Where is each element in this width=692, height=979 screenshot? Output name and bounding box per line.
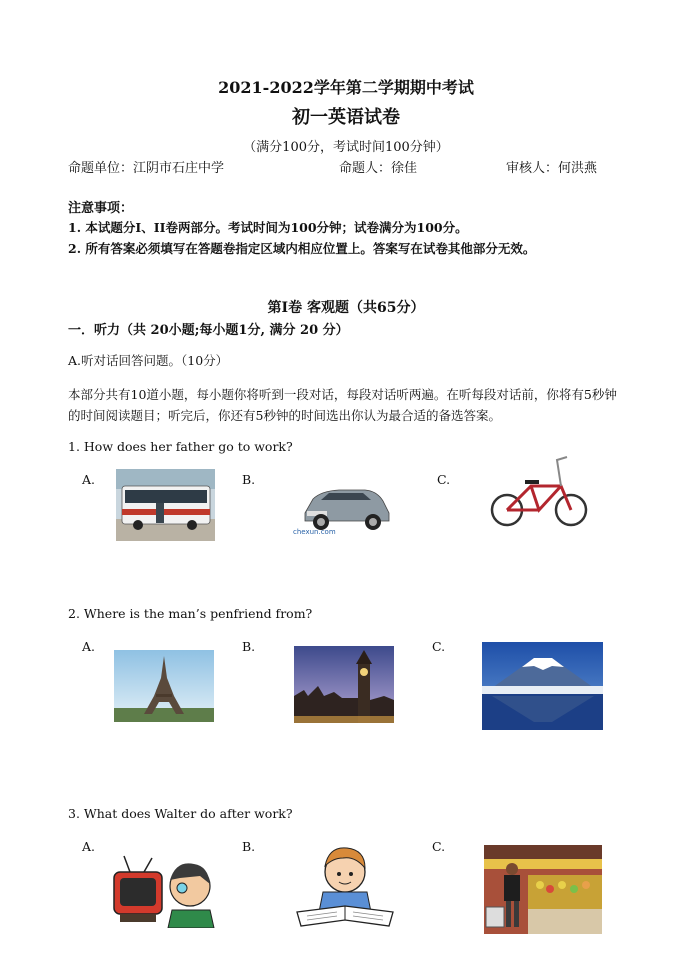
car-image [291, 471, 398, 539]
eiffel-tower-image [114, 650, 214, 722]
instructions-paragraph: 本部分共有10道小题，每小题你将听到一段对话，每段对话听两遍。在听每段对话前，你将有5秒钟的时间阅读题目；听完后，你还有5秒钟的时间选出你认为最合适的备选答案。 [68, 387, 617, 423]
part-a-title: A.听对话回答问题。（10分） [68, 353, 229, 368]
exam-unit: 命题单位：江阴市石庄中学 [68, 161, 225, 176]
man-shopping-supermarket-image [484, 845, 602, 934]
exam-score-time: （满分100分，考试时间100分钟） [243, 140, 449, 155]
exam-author: 命题人：徐佳 [339, 161, 418, 176]
boy-reading-book-image [289, 842, 401, 932]
question-2: 2. Where is the man’s penfriend from? [68, 606, 313, 621]
q1-option-c-label: C. [437, 472, 451, 487]
exam-paper-title: 初一英语试卷 [292, 107, 400, 128]
q2-option-c-label: C. [432, 639, 446, 654]
question-1: 1. How does her father go to work? [68, 439, 293, 454]
q1-option-b-label: B. [242, 472, 256, 487]
q2-option-a-label: A. [82, 639, 96, 654]
q3-option-a-label: A. [82, 839, 96, 854]
notes-heading: 注意事项： [68, 201, 134, 216]
bicycle-image [487, 452, 591, 530]
section-title: 第I卷 客观题（共65分） [267, 300, 425, 316]
note-item-1: 1. 本试题分I、II卷两部分。考试时间为100分钟；试卷满分为100分。 [68, 220, 468, 235]
big-ben-image [294, 646, 394, 723]
bus-image [116, 469, 215, 541]
question-3: 3. What does Walter do after work? [68, 806, 293, 821]
q1-option-a-label: A. [82, 472, 96, 487]
exam-reviewer: 审核人：何洪燕 [506, 161, 598, 176]
boy-watching-tv-image [110, 850, 216, 928]
q3-option-b-label: B. [242, 839, 256, 854]
q2-option-b-label: B. [242, 639, 256, 654]
exam-term-title: 2021-2022学年第二学期期中考试 [218, 78, 474, 97]
mount-fuji-image [482, 642, 603, 730]
listening-part-title: 一．听力（共 20小题;每小题1分, 满分 20 分） [68, 323, 349, 338]
note-item-2: 2. 所有答案必须填写在答题卷指定区域内相应位置上。答案写在试卷其他部分无效。 [68, 241, 536, 256]
q3-option-c-label: C. [432, 839, 446, 854]
car-watermark: chexun.com [293, 528, 336, 536]
